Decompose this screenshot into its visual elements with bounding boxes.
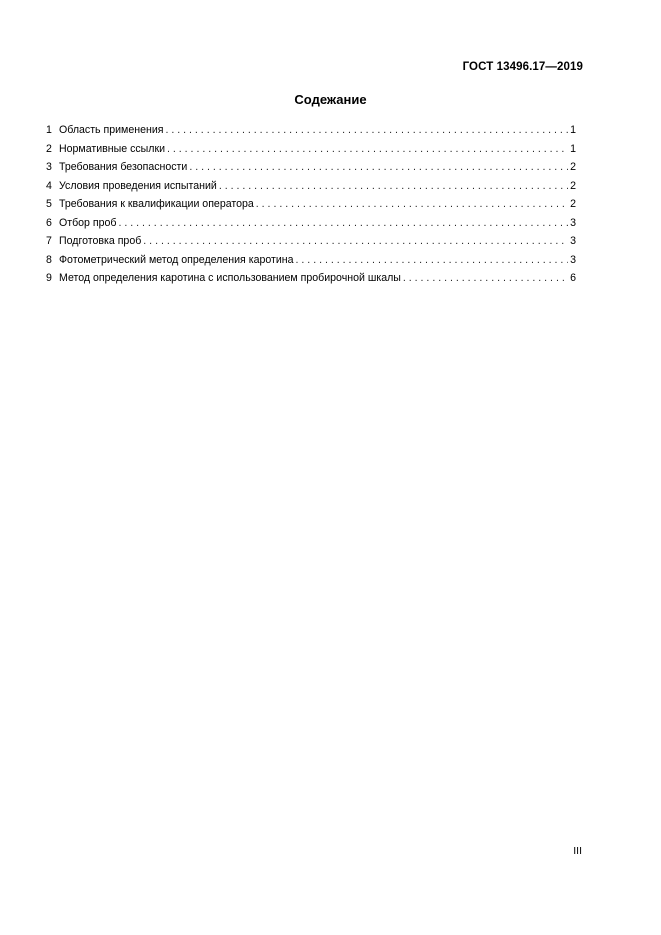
toc-entry-page: 2 (570, 198, 576, 210)
toc-entry-title: Требования к квалификации оператора (59, 198, 254, 210)
dot-leader (401, 272, 568, 284)
toc-entry-title: Нормативные ссылки (59, 142, 166, 155)
dot-leader (254, 198, 568, 210)
toc-entry-number: 3 (46, 161, 52, 173)
toc-entry-8[interactable] (46, 254, 576, 273)
toc-entry-title: Отбор проб (59, 216, 117, 229)
dot-leader (217, 180, 568, 192)
table-of-contents (46, 124, 576, 291)
toc-entry-3[interactable] (46, 161, 576, 180)
toc-title: Содежание (294, 92, 367, 107)
toc-entry-4[interactable] (46, 180, 576, 199)
toc-entry-number: 9 (46, 272, 52, 284)
toc-entry-number: 2 (46, 142, 52, 155)
toc-entry-page: 2 (570, 179, 576, 192)
toc-entry-title: Метод определения каротина с использованием пробирочной шкалы (59, 272, 401, 284)
toc-entry-page: 1 (570, 124, 576, 136)
toc-entry-page: 1 (570, 142, 576, 155)
toc-entry-9[interactable] (46, 272, 576, 291)
toc-entry-number: 5 (46, 198, 52, 210)
toc-entry-number: 1 (46, 124, 52, 136)
toc-entry-page: 2 (570, 161, 576, 173)
dot-leader (141, 235, 568, 247)
toc-entry-title: Подготовка проб (59, 235, 142, 247)
dot-leader (294, 254, 569, 266)
toc-entry-number: 6 (46, 216, 52, 229)
toc-entry-title: Фотометрический метод определения каротина (59, 253, 294, 266)
toc-entry-5[interactable] (46, 198, 576, 217)
toc-entry-6[interactable] (46, 217, 576, 236)
toc-entry-2[interactable] (46, 143, 576, 162)
toc-entry-7[interactable] (46, 235, 576, 254)
dot-leader (163, 124, 568, 136)
dot-leader (187, 161, 568, 173)
toc-entry-title: Условия проведения испытаний (59, 179, 217, 192)
toc-entry-number: 7 (46, 235, 52, 247)
dot-leader (116, 217, 568, 229)
dot-leader (165, 143, 568, 155)
toc-entry-title: Требования безопасности (59, 161, 188, 173)
document-code: ГОСТ 13496.17—2019 (462, 61, 583, 73)
page-number: III (573, 845, 582, 857)
toc-entry-page: 3 (570, 253, 576, 266)
toc-entry-number: 8 (46, 253, 52, 266)
toc-entry-page: 3 (570, 235, 576, 247)
toc-entry-page: 6 (570, 272, 576, 284)
toc-entry-number: 4 (46, 179, 52, 192)
toc-entry-1[interactable] (46, 124, 576, 143)
toc-entry-title: Область применения (59, 124, 164, 136)
toc-entry-page: 3 (570, 216, 576, 229)
